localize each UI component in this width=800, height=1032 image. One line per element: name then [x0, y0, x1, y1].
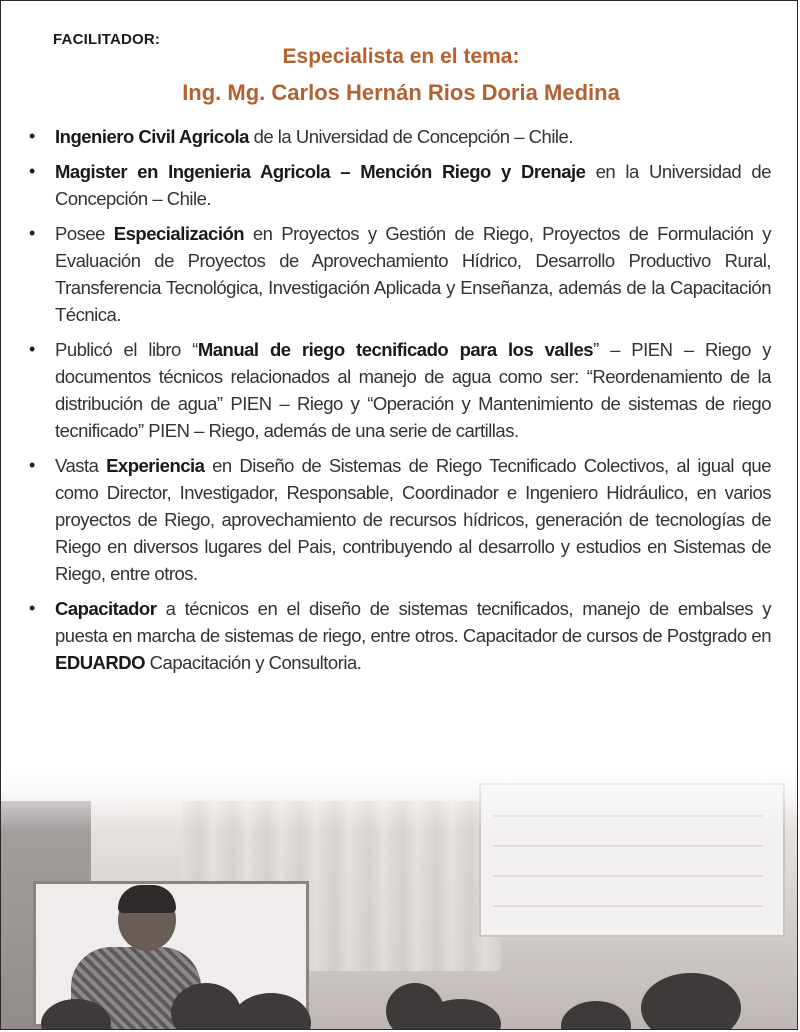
bullet-icon: • [29, 126, 35, 146]
list-item [29, 452, 771, 587]
text: Capacitación y Consultoria. [145, 652, 362, 673]
audience-head [641, 973, 741, 1030]
bold-text: Magister en Ingenieria Agricola – Mención Riego y Drenaje [55, 161, 586, 182]
bullet-icon: • [29, 223, 35, 243]
bullet-icon: • [29, 598, 35, 618]
text: Posee [55, 223, 114, 244]
bold-text: EDUARDO [55, 652, 146, 673]
bold-text: Experiencia [106, 455, 205, 476]
bullet-icon: • [29, 161, 35, 181]
text: en Diseño de Sistemas de Riego Tecnificado Colectivos, al igual que como Director, Investigador, Responsable, Coordinador e Ingeniero Hidráulico, en varios proyectos de Riego, aprovechamiento de recursos hídricos, generación de tecnologías de Riego en diversos lugares del Pais, contribuyendo al desarrollo y estudios en Sistemas de Riego, entre otros. [55, 455, 771, 584]
bold-text: Manual de riego tecnificado para los valles [197, 339, 594, 360]
text: en Proyectos y Gestión de Riego, Proyectos de Formulación y Evaluación de Proyectos de Aprovechamiento Hídrico, Desarrollo Productivo Rural, Transferencia Tecnológica, Investigación Aplicada y Enseñanza, además de la Capacitación Técnica. [55, 223, 771, 325]
credentials-list [29, 123, 771, 684]
bullet-icon: • [29, 339, 35, 359]
text: Vasta [55, 455, 107, 476]
list-item [29, 595, 771, 676]
section-label: FACILITADOR: [53, 31, 161, 48]
specialist-subtitle: Especialista en el tema: [282, 45, 520, 68]
list-item [29, 336, 771, 444]
text: Publicó el libro “ [55, 339, 198, 360]
bold-text: Capacitador [55, 598, 157, 619]
list-item [29, 220, 771, 328]
text: de la Universidad de Concepción – Chile. [248, 126, 573, 147]
text: ” – PIEN – Riego y documentos técnicos relacionados al manejo de agua como ser: “Reordenamiento de la distribución de agua” PIEN – Riego y “Operación y Mantenimiento de sistemas de riego tecnificado” PIEN – Riego, además de una serie de cartillas. [55, 339, 771, 441]
classroom-photo [1, 761, 798, 1030]
list-item [29, 158, 771, 212]
audience-head [561, 1001, 631, 1030]
photo-fade [1, 761, 798, 831]
list-item [29, 123, 771, 150]
text: en la Universidad de Concepción – Chile. [55, 161, 771, 209]
bullet-icon: • [29, 455, 35, 475]
bold-text: Ingeniero Civil Agricola [55, 126, 249, 147]
text: a técnicos en el diseño de sistemas tecnificados, manejo de embalses y puesta en marcha de sistemas de riego, entre otros. Capacitador de cursos de Postgrado en [55, 598, 771, 646]
speaker-hair [118, 885, 176, 913]
bold-text: Especialización [113, 223, 245, 244]
facilitator-name: Ing. Mg. Carlos Hernán Rios Doria Medina [182, 80, 620, 105]
